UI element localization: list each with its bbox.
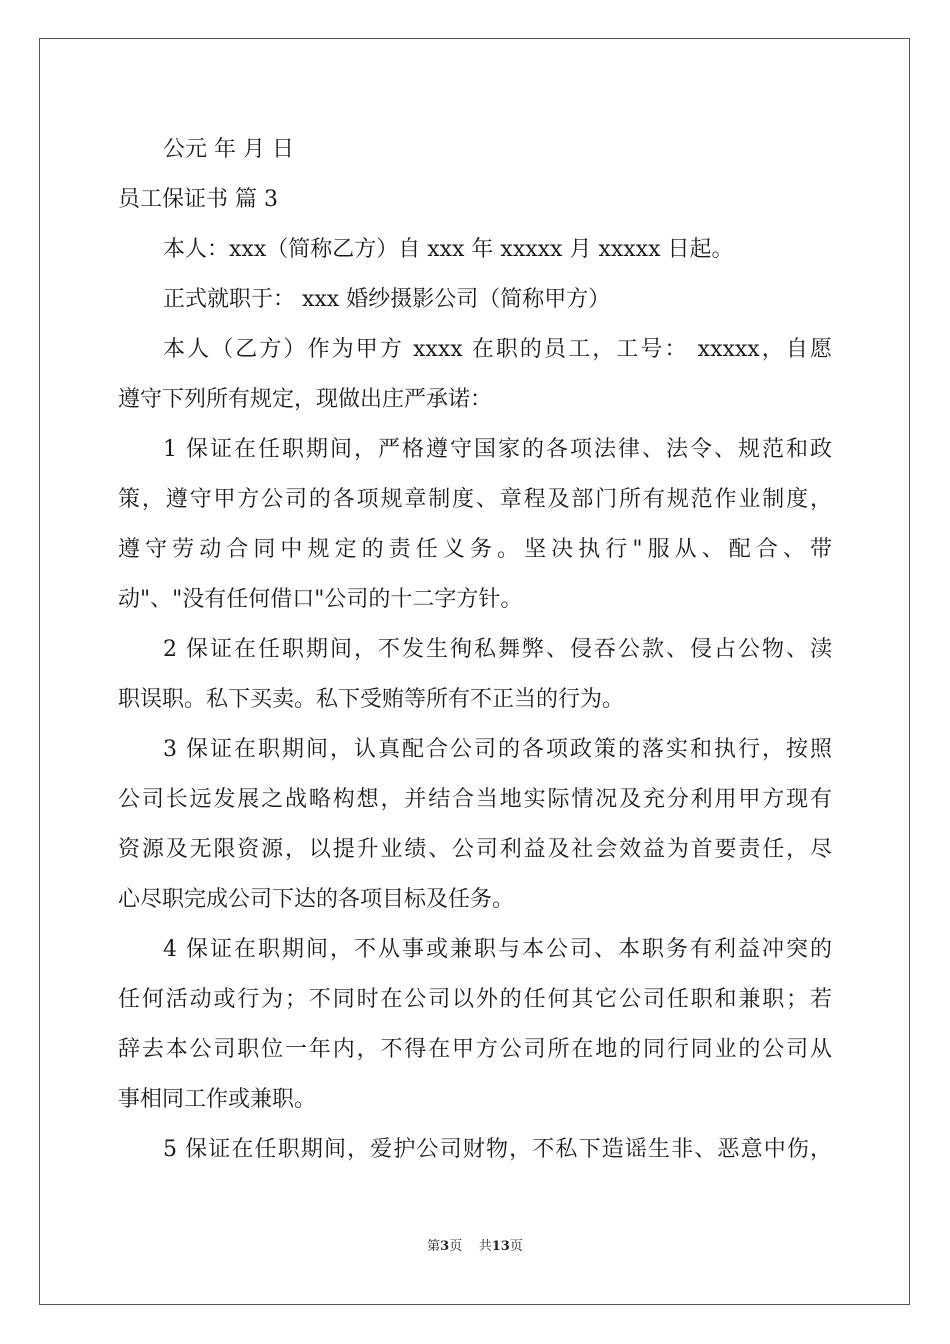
page-border — [39, 38, 910, 1305]
total-page-number: 13 — [491, 1239, 510, 1254]
text-line: 动"、"没有任何借口"公司的十二字方针。 — [118, 587, 523, 612]
text-line: 遵守劳动合同中规定的责任义务。坚决执行"服从、配合、带 — [118, 537, 832, 562]
text-line: 本人：xxx（简称乙方）自 xxx 年 xxxxx 月 xxxxx 日起。 — [163, 237, 734, 262]
text-line: 任何活动或行为；不同时在公司以外的任何其它公司任职和兼职；若 — [118, 987, 832, 1012]
text-line: 事相同工作或兼职。 — [118, 1087, 317, 1112]
text-line: 遵守下列所有规定，现做出庄严承诺： — [118, 387, 493, 412]
section-heading: 员工保证书 篇 3 — [118, 187, 278, 212]
text-line: 心尽职完成公司下达的各项目标及任务。 — [118, 887, 515, 912]
footer-mid: 页 共 — [449, 1239, 492, 1254]
page-footer — [0, 1239, 950, 1255]
text-line: 公司长远发展之战略构想，并结合当地实际情况及充分利用甲方现有 — [118, 787, 832, 812]
text-line: 本人（乙方）作为甲方 xxxx 在职的员工，工号： xxxxx，自愿 — [163, 337, 832, 362]
text-line: 资源及无限资源，以提升业绩、公司利益及社会效益为首要责任，尽 — [118, 837, 832, 862]
text-line: 1 保证在任职期间，严格遵守国家的各项法律、法令、规范和政 — [163, 437, 832, 462]
date-line: 公元 年 月 日 — [163, 137, 294, 162]
footer-prefix: 第 — [427, 1239, 441, 1254]
text-line: 2 保证在任职期间，不发生徇私舞弊、侵吞公款、侵占公物、渎 — [163, 637, 832, 662]
text-line: 5 保证在任职期间，爱护公司财物，不私下造谣生非、恶意中伤， — [163, 1137, 832, 1162]
text-line: 辞去本公司职位一年内，不得在甲方公司所在地的同行同业的公司从 — [118, 1037, 832, 1062]
text-line: 3 保证在职期间，认真配合公司的各项政策的落实和执行，按照 — [163, 737, 832, 762]
text-line: 正式就职于： xxx 婚纱摄影公司（简称甲方） — [163, 287, 611, 312]
current-page-number: 3 — [440, 1239, 450, 1254]
text-line: 职误职。私下买卖。私下受贿等所有不正当的行为。 — [118, 687, 625, 712]
text-line: 策，遵守甲方公司的各项规章制度、章程及部门所有规范作业制度， — [118, 487, 832, 512]
text-line: 4 保证在职期间，不从事或兼职与本公司、本职务有利益冲突的 — [163, 937, 832, 962]
footer-suffix: 页 — [509, 1239, 523, 1254]
